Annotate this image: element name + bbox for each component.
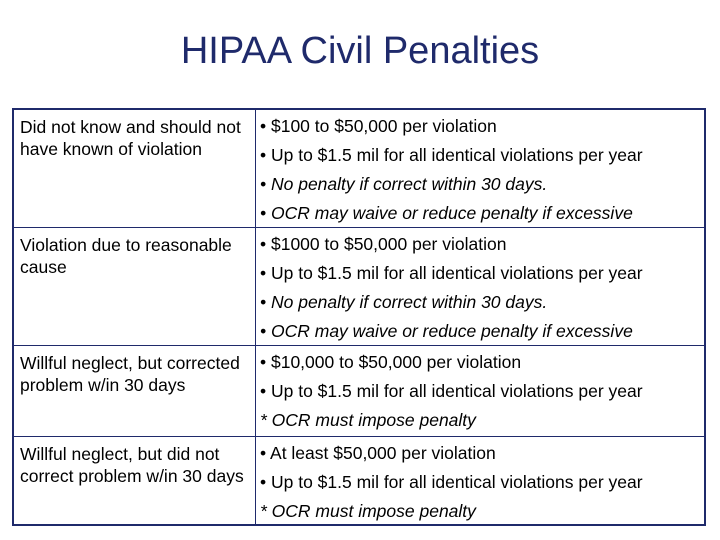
- penalty-item: • OCR may waive or reduce penalty if excessive: [260, 203, 633, 223]
- page-title: HIPAA Civil Penalties: [180, 30, 540, 72]
- penalty-item: • $10,000 to $50,000 per violation: [260, 352, 522, 372]
- table-row: [14, 110, 704, 228]
- penalty-item: • No penalty if correct within 30 days.: [260, 174, 548, 194]
- column-divider: [255, 110, 256, 227]
- penalties-table: [12, 108, 706, 526]
- penalty-item: • Up to $1.5 mil for all identical violations per year: [260, 381, 643, 401]
- penalty-item: * OCR must impose penalty: [260, 501, 476, 521]
- penalty-item: • Up to $1.5 mil for all identical violations per year: [260, 145, 643, 165]
- penalty-list: [260, 348, 704, 435]
- column-divider: [255, 437, 256, 524]
- penalty-list: [260, 439, 704, 526]
- violation-category-label: Violation due to reasonable cause: [20, 235, 232, 277]
- violation-category-label: Willful neglect, but did not correct problem w/in 30 days: [20, 444, 244, 486]
- column-divider: [255, 228, 256, 345]
- penalty-item: * OCR must impose penalty: [260, 410, 476, 430]
- penalty-item: • $100 to $50,000 per violation: [260, 116, 497, 136]
- violation-category-label: Willful neglect, but corrected problem w/in 30 days: [20, 353, 240, 395]
- penalty-item: • At least $50,000 per violation: [260, 443, 496, 463]
- penalty-item: • OCR may waive or reduce penalty if excessive: [260, 321, 633, 341]
- penalty-item: • No penalty if correct within 30 days.: [260, 292, 548, 312]
- table-row: [14, 346, 704, 437]
- penalty-item: • Up to $1.5 mil for all identical violations per year: [260, 263, 643, 283]
- penalty-item: • Up to $1.5 mil for all identical violations per year: [260, 472, 643, 492]
- penalty-item: • $1000 to $50,000 per violation: [260, 234, 507, 254]
- table-row: [14, 437, 704, 524]
- violation-category-label: Did not know and should not have known of violation: [20, 117, 241, 159]
- penalty-list: [260, 230, 704, 346]
- penalty-list: [260, 112, 704, 228]
- column-divider: [255, 346, 256, 436]
- table-row: [14, 228, 704, 346]
